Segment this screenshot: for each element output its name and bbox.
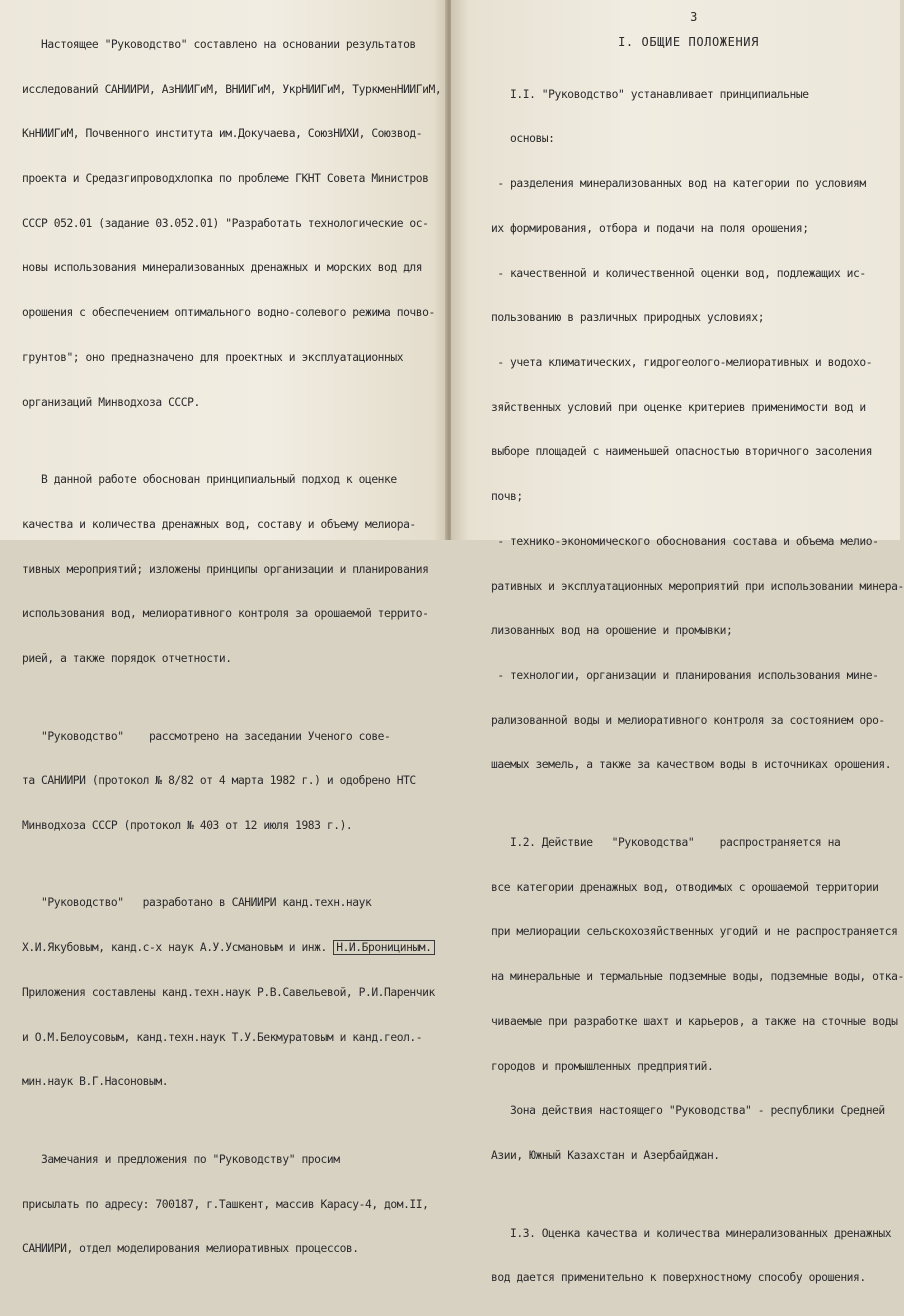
text-line: тивных мероприятий; изложены принципы организации и планирования — [22, 562, 429, 576]
approval-paragraph — [22, 700, 431, 864]
text-line: проекта и Средазгипроводхлопка по проблеме ГКНТ Совета Министров — [22, 171, 429, 185]
text-line: ративных и эксплуатационных мероприятий при использовании минера- — [491, 579, 904, 593]
text-line: САНИИРИ, отдел моделирования мелиоративных процессов. — [22, 1242, 359, 1256]
remarks-paragraph — [22, 1123, 431, 1287]
right-page — [451, 0, 904, 1285]
text-line: "Руководство" разработано в САНИИРИ канд.техн.наук — [22, 896, 372, 910]
text-line: основы: — [491, 132, 555, 146]
clause-1-2 — [491, 806, 904, 1194]
clause-1-1 — [491, 58, 904, 803]
text-line: городов и промышленных предприятий. — [491, 1059, 714, 1073]
authors-paragraph — [22, 867, 435, 1120]
text-line: все категории дренажных вод, отводимых с орошаемой территории — [491, 880, 879, 894]
text-line: - технологии, организации и планирования использования мине- — [491, 668, 879, 682]
text-line: рализованной воды и мелиоративного контроля за состоянием оро- — [491, 713, 885, 727]
text-line: зяйственных условий при оценке критериев применимости вод и — [491, 400, 866, 414]
text-line: Настоящее "Руководство" составлено на основании результатов — [22, 37, 416, 51]
text-line: орошения с обеспечением оптимального водно-солевого режима почво- — [22, 306, 435, 320]
left-page — [0, 0, 447, 1256]
text-line: шаемых земель, а также за качеством воды в источниках орошения. — [491, 758, 892, 772]
text-line: чиваемые при разработке шахт и карьеров, а также на сточные воды — [491, 1014, 898, 1028]
text-line: лизованных вод на орошение и промывки; — [491, 624, 733, 638]
text-line: Приложения составлены канд.техн.наук Р.В.Савельевой, Р.И.Паренчик — [22, 985, 435, 999]
text-line: грунтов"; оно предназначено для проектных и эксплуатационных — [22, 350, 404, 364]
text-line: организаций Минводхоза СССР. — [22, 395, 200, 409]
section-title: I. ОБЩИЕ ПОЛОЖЕНИЯ — [618, 34, 759, 49]
text-line: Азии, Южный Казахстан и Азербайджан. — [491, 1148, 720, 1162]
text-line: - технико-экономического обоснования состава и объема мелио- — [491, 534, 879, 548]
text-line: - учета климатических, гидрогеолого-мелиоративных и водохо- — [491, 355, 873, 369]
text-line: мин.наук В.Г.Насоновым. — [22, 1075, 169, 1089]
text-line: при мелиорации сельскохозяйственных угодий и не распространяется — [491, 925, 898, 939]
text-line: новы использования минерализованных дренажных и морских вод для — [22, 261, 423, 275]
text-line: вод дается применительно к поверхностному способу орошения. — [491, 1271, 866, 1285]
text-line: почв; — [491, 490, 523, 504]
text-line: - качественной и количественной оценки вод, подлежащих ис- — [491, 266, 866, 280]
text-line: "Руководство" рассмотрено на заседании Ученого сове- — [22, 729, 391, 743]
text-line: I.I. "Руководство" устанавливает принципиальные — [491, 87, 809, 101]
text-line: В данной работе обоснован принципиальный подход к оценке — [22, 473, 397, 487]
text-line: I.2. Действие "Руководства" распространяется на — [491, 835, 841, 849]
text-line: рией, а также порядок отчетности. — [22, 651, 232, 665]
text-line: - разделения минерализованных вод на категории по условиям — [491, 177, 866, 191]
boxed-author-name: Н.И.Бронициным. — [333, 940, 434, 955]
text-line: использования вод, мелиоративного контроля за орошаемой террито- — [22, 607, 429, 621]
text-line: исследований САНИИРИ, АзНИИГиМ, ВНИИГиМ, УкрНИИГиМ, ТуркменНИИГиМ, — [22, 82, 442, 96]
clause-1-3 — [491, 1197, 892, 1316]
text-line: выборе площадей с наименьшей опасностью вторичного засоления — [491, 445, 873, 459]
text-fragment: Х.И.Якубовым, канд.с-х наук А.У.Усмановым и инж. — [22, 941, 327, 955]
text-line: та САНИИРИ (протокол № 8/82 от 4 марта 1982 г.) и одобрено НТС — [22, 774, 416, 788]
text-line: присылать по адресу: 700187, г.Ташкент, массив Карасу-4, дом.II, — [22, 1197, 429, 1211]
text-line: Зона действия настоящего "Руководства" - республики Средней — [491, 1104, 885, 1118]
page-number: 3 — [690, 10, 697, 24]
text-line: на минеральные и термальные подземные воды, подземные воды, отка- — [491, 970, 904, 984]
text-line: КнНИИГиМ, Почвенного института им.Докучаева, СоюзНИХИ, Союзвод- — [22, 127, 423, 141]
text-line: Замечания и предложения по "Руководству" просим — [22, 1152, 340, 1166]
text-line — [22, 941, 431, 956]
text-line: Минводхоза СССР (протокол № 403 от 12 июля 1983 г.). — [22, 818, 353, 832]
text-line: I.3. Оценка качества и количества минерализованных дренажных — [491, 1226, 892, 1240]
text-line: качества и количества дренажных вод, составу и объему мелиора- — [22, 517, 416, 531]
method-paragraph — [22, 443, 431, 696]
text-line: и О.М.Белоусовым, канд.техн.наук Т.У.Бекмуратовым и канд.геол.- — [22, 1030, 423, 1044]
text-line: их формирования, отбора и подачи на поля орошения; — [491, 221, 809, 235]
text-line: СССР 052.01 (задание 03.052.01) "Разработать технологические ос- — [22, 216, 429, 230]
text-line: пользованию в различных природных условиях; — [491, 311, 765, 325]
intro-paragraph — [22, 8, 442, 440]
